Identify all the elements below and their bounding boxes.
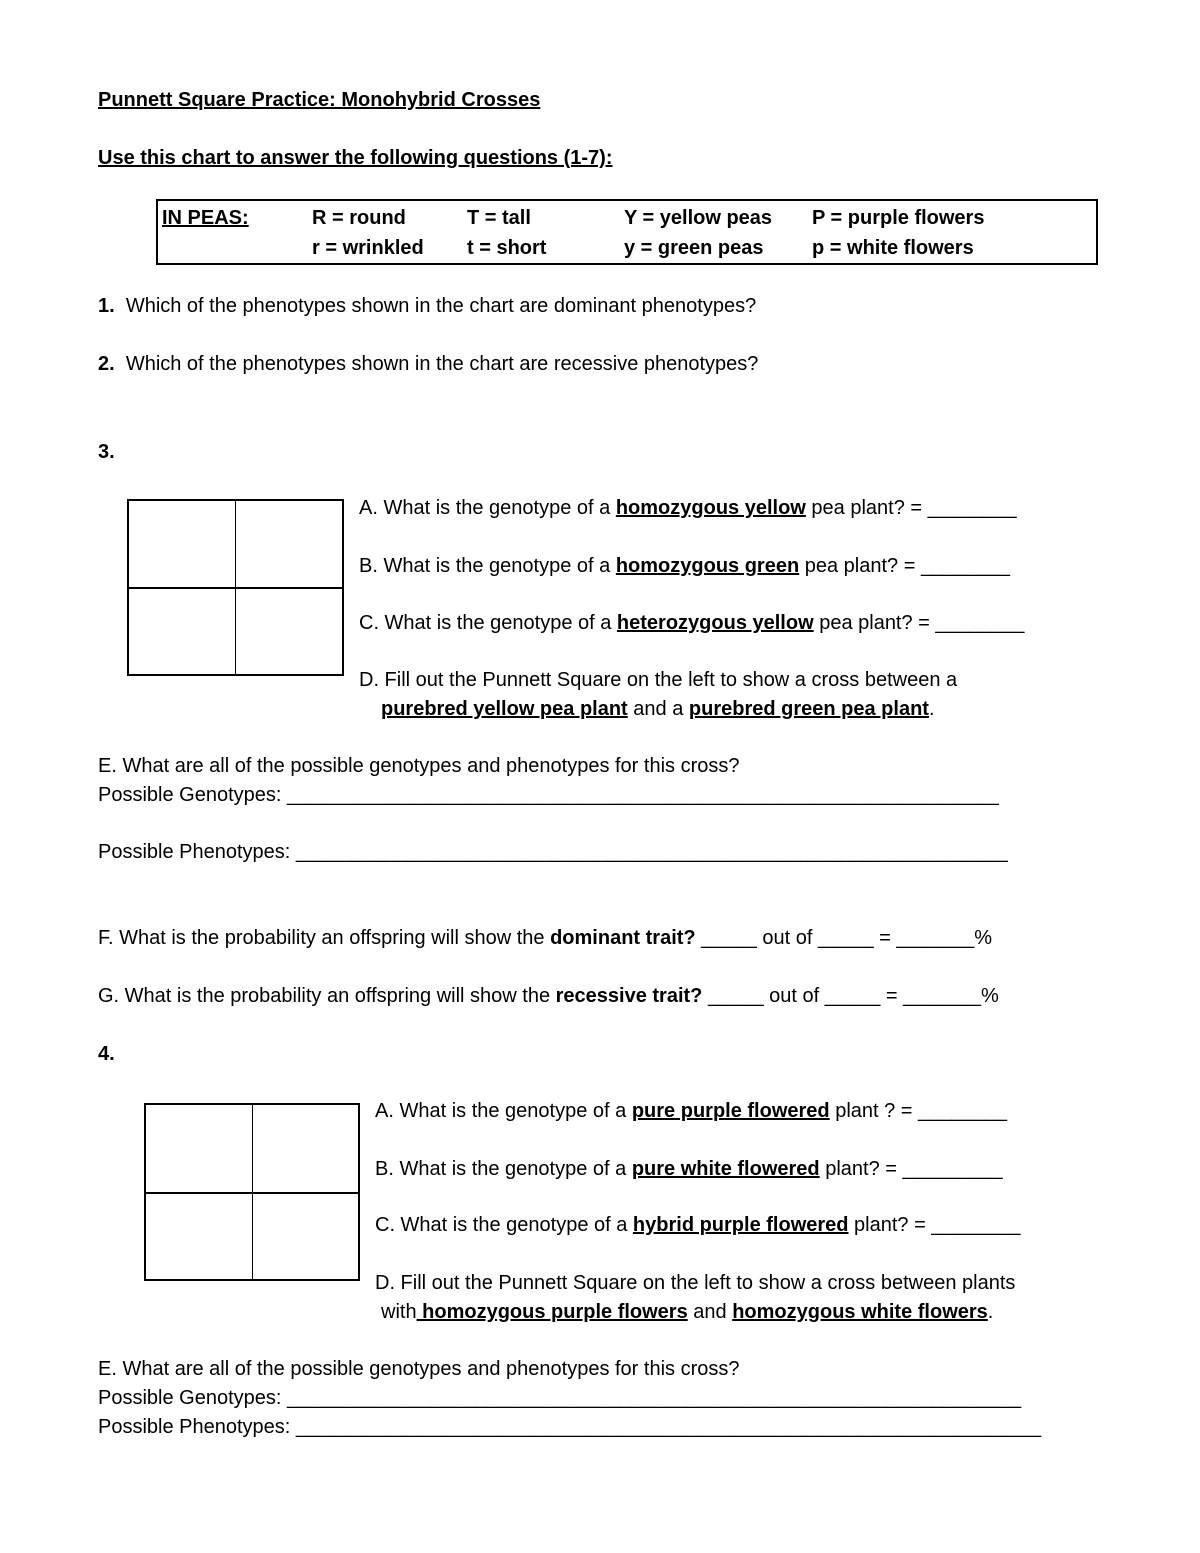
question-3e-genotypes[interactable]: Possible Genotypes: ________________________________________________________________ [98,784,999,806]
question-3a [359,496,1017,520]
question-4c-prefix: C. What is the genotype of a [375,1214,633,1236]
chart-yellow: Y = yellow peas [624,207,773,229]
question-3c-answer-blank: pea plant? = ________ [813,612,1025,634]
instructions: Use this chart to answer the following questions (1-7): [98,147,613,169]
question-3d-emphasis-1: purebred yellow pea plant [381,698,628,720]
question-3f [98,926,992,950]
chart-white: p = white flowers [812,237,974,259]
question-3e: E. What are all of the possible genotypes and phenotypes for this cross? [98,755,740,777]
question-4d-emphasis-2: homozygous white flowers [732,1301,988,1323]
question-3d-connector: and a [627,698,689,720]
question-2-number: 2. [98,353,115,375]
question-3e-phenotypes[interactable]: Possible Phenotypes: ________________________________________________________________ [98,841,1008,863]
question-3d-emphasis-2: purebred green pea plant [688,698,929,720]
question-1-number: 1. [98,295,115,317]
question-4b-prefix: B. What is the genotype of a [375,1158,632,1180]
punnett-square-4[interactable] [144,1103,360,1281]
question-1-text: Which of the phenotypes shown in the chart are dominant phenotypes? [125,295,757,317]
question-3a-prefix: A. What is the genotype of a [359,497,616,519]
punnett-divider-horizontal [129,587,342,589]
allele-chart [156,199,1098,265]
question-4-number: 4. [98,1043,115,1065]
question-4a-emphasis: pure purple flowered [631,1100,830,1122]
question-2-text: Which of the phenotypes shown in the chart are recessive phenotypes? [125,353,759,375]
question-3g-answer-blank[interactable]: _____ out of _____ = _______% [702,985,999,1007]
chart-short: t = short [467,237,547,259]
question-4c [375,1213,1020,1237]
question-4b-emphasis: pure white flowered [631,1158,820,1180]
question-3d-period: . [928,698,935,720]
punnett-square-3[interactable] [127,499,344,676]
question-4d-line2 [381,1300,993,1324]
question-3d-line1: D. Fill out the Punnett Square on the left to show a cross between a [359,669,958,691]
question-3g [98,984,999,1008]
question-4a-prefix: A. What is the genotype of a [375,1100,632,1122]
question-3g-emphasis: recessive trait? [555,985,703,1007]
question-3b-answer-blank: pea plant? = ________ [799,555,1010,577]
page-title: Punnett Square Practice: Monohybrid Crosses [98,89,541,111]
question-3d-line2 [381,697,935,721]
question-1 [98,294,756,318]
question-3b [359,554,1010,578]
chart-label: IN PEAS: [162,207,249,229]
question-3f-answer-blank[interactable]: _____ out of _____ = _______% [695,927,993,949]
question-3c-prefix: C. What is the genotype of a [359,612,617,634]
question-3c [359,611,1024,635]
question-4d-connector: and [687,1301,733,1323]
question-4d-period: . [987,1301,994,1323]
question-4a-answer-blank: plant ? = ________ [829,1100,1008,1122]
question-4e: E. What are all of the possible genotypes and phenotypes for this cross? [98,1358,740,1380]
question-4a [375,1099,1007,1123]
question-4c-answer-blank: plant? = ________ [848,1214,1021,1236]
question-4d-prefix: with [381,1301,417,1323]
question-4e-phenotypes[interactable]: Possible Phenotypes: ___________________________________________________________________ [98,1416,1042,1438]
punnett-divider-horizontal [146,1192,358,1194]
question-4d-line1: D. Fill out the Punnett Square on the left to show a cross between plants [375,1272,1016,1294]
question-3f-emphasis: dominant trait? [550,927,696,949]
question-3a-emphasis: homozygous yellow [615,497,806,519]
question-3f-prefix: F. What is the probability an offspring will show the [98,927,551,949]
chart-wrinkled: r = wrinkled [312,237,424,259]
chart-green: y = green peas [624,237,764,259]
chart-tall: T = tall [467,207,531,229]
question-3-number: 3. [98,441,115,463]
question-4b-answer-blank: plant? = _________ [819,1158,1003,1180]
chart-round: R = round [312,207,406,229]
question-3b-emphasis: homozygous green [615,555,800,577]
question-3g-prefix: G. What is the probability an offspring will show the [98,985,556,1007]
question-2 [98,352,758,376]
question-4c-emphasis: hybrid purple flowered [632,1214,849,1236]
question-3b-prefix: B. What is the genotype of a [359,555,616,577]
question-4d-emphasis-1: homozygous purple flowers [416,1301,688,1323]
chart-purple: P = purple flowers [812,207,985,229]
question-4e-genotypes[interactable]: Possible Genotypes: __________________________________________________________________ [98,1387,1022,1409]
question-3a-answer-blank: pea plant? = ________ [805,497,1017,519]
question-4b [375,1157,1003,1181]
question-3c-emphasis: heterozygous yellow [616,612,814,634]
